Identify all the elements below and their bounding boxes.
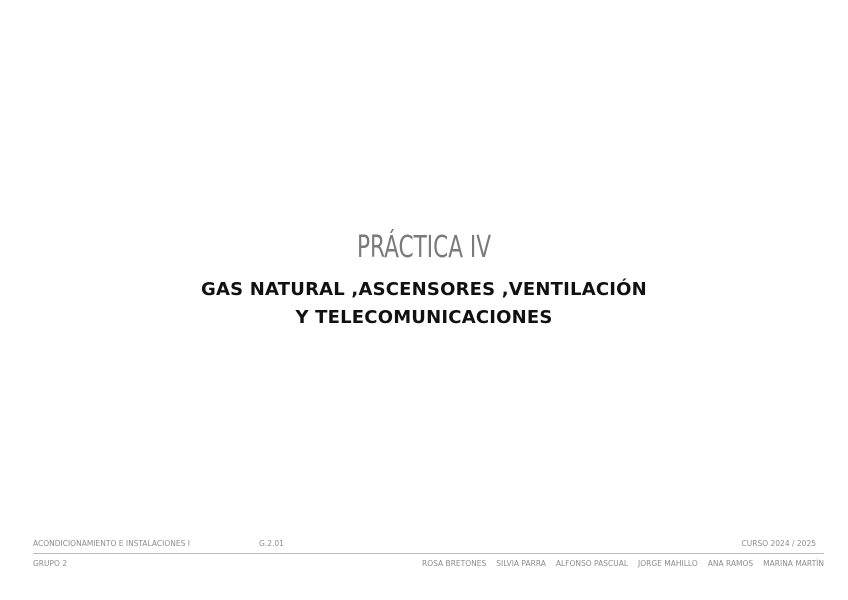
footer-divider <box>33 553 824 554</box>
footer-group: GRUPO 2 <box>33 559 68 568</box>
subtitle-line-1: GAS NATURAL ,ASCENSORES ,VENTILACIÓN <box>201 279 647 300</box>
author-name: SILVIA PARRA <box>496 559 546 568</box>
author-name: JORGE MAHILLO <box>638 559 698 568</box>
footer-academic-year: CURSO 2024 / 2025 <box>741 539 816 548</box>
footer-course-code: G.2.01 <box>259 539 284 548</box>
subtitle-line-2: Y TELECOMUNICACIONES <box>295 307 553 328</box>
page-subtitle <box>0 276 848 332</box>
author-name: ALFONSO PASCUAL <box>555 559 629 568</box>
author-name: ANA RAMOS <box>707 559 754 568</box>
author-name: ROSA BRETONES <box>422 559 487 568</box>
footer-authors <box>422 559 824 569</box>
footer-course-name: ACONDICIONAMIENTO E INSTALACIONES I <box>33 539 190 548</box>
author-name: MARINA MARTÍN <box>763 559 824 568</box>
page-title: PRÁCTICA IV <box>356 230 492 265</box>
